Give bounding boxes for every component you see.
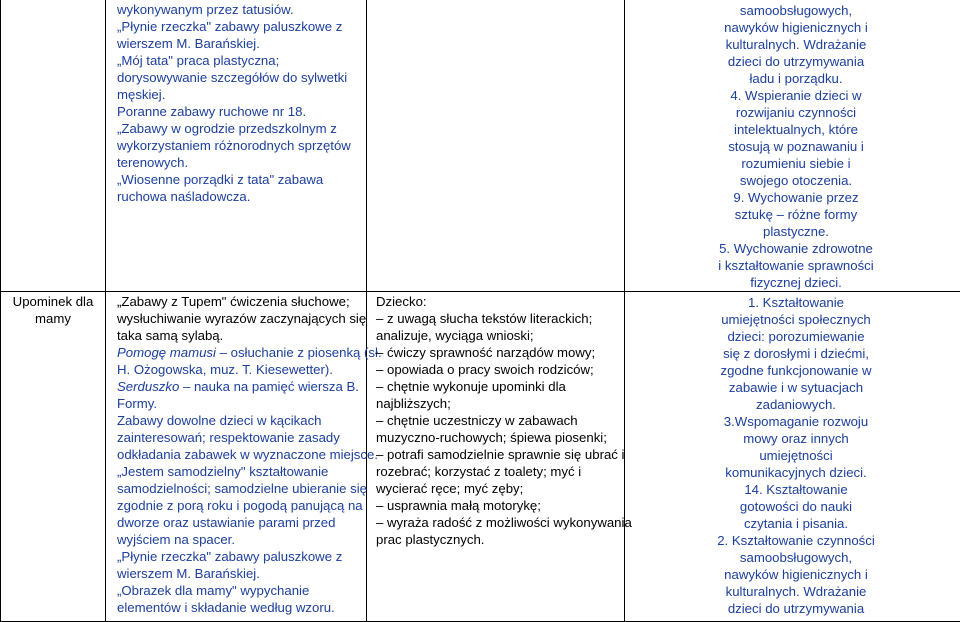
activity-line: ruchowa naśladowcza. xyxy=(117,188,360,205)
outcome-line: najbliższych; xyxy=(376,395,618,412)
goal-line: stosują w poznawaniu i xyxy=(635,138,957,155)
activity-line: odkładania zabawek w wyznaczone miejsce. xyxy=(117,446,360,463)
topic-title: Upominek dla mamy xyxy=(13,294,94,326)
activity-line: „Płynie rzeczka" zabawy paluszkowe z xyxy=(117,548,360,565)
activity-line: zainteresowań; respektowanie zasady xyxy=(117,429,360,446)
goal-line: 3.Wspomaganie rozwoju xyxy=(635,413,957,430)
work-title: Serduszko xyxy=(117,379,179,394)
activity-line: dworze oraz ustawianie parami przed xyxy=(117,514,360,531)
outcome-line: – potrafi samodzielnie sprawnie się ubrać i xyxy=(376,446,618,463)
activity-line: taka samą sylabą. xyxy=(117,327,360,344)
outcome-line: – usprawnia małą motorykę; xyxy=(376,497,618,514)
goal-line: umiejętności xyxy=(635,447,957,464)
activity-line: terenowych. xyxy=(117,154,360,171)
goal-line: czytania i pisania. xyxy=(635,515,957,532)
outcome-line: – chętnie wykonuje upominki dla xyxy=(376,378,618,395)
topic-cell-top xyxy=(1,0,106,292)
goal-line: 1. Kształtowanie xyxy=(635,294,957,311)
goal-line: 9. Wychowanie przez xyxy=(635,189,957,206)
goal-line: swojego otoczenia. xyxy=(635,172,957,189)
activity-line: wykonywanym przez tatusiów. xyxy=(117,1,360,18)
goal-line: zgodne funkcjonowanie w xyxy=(635,362,957,379)
goal-line: i kształtowanie sprawności xyxy=(635,257,957,274)
activity-line: „Wiosenne porządki z tata" zabawa xyxy=(117,171,360,188)
activity-line: „Mój tata" praca plastyczna; xyxy=(117,52,360,69)
outcome-line: – z uwagą słucha tekstów literackich; xyxy=(376,310,618,327)
activity-line: wierszem M. Barańskiej. xyxy=(117,35,360,52)
goal-line: fizycznej dzieci. xyxy=(635,274,957,291)
goal-line: 5. Wychowanie zdrowotne xyxy=(635,240,957,257)
goal-line: zadaniowych. xyxy=(635,396,957,413)
goal-line: mowy oraz innych xyxy=(635,430,957,447)
activity-line: dorysowywanie szczegółów do sylwetki xyxy=(117,69,360,86)
activity-line: elementów i składanie według wzoru. xyxy=(117,599,360,616)
activity-line: Pomogę mamusi – osłuchanie z piosenką (sł. xyxy=(117,344,360,361)
goal-line: samoobsługowych, xyxy=(635,2,957,19)
goal-line: plastyczne. xyxy=(635,223,957,240)
goals-cell xyxy=(625,292,960,622)
activity-line: Formy. xyxy=(117,395,360,412)
work-title: Pomogę mamusi xyxy=(117,345,216,360)
activity-line: samodzielności; samodzielne ubieranie się xyxy=(117,480,360,497)
goal-line: rozwijaniu czynności xyxy=(635,104,957,121)
goal-line: 2. Kształtowanie czynności xyxy=(635,532,957,549)
goal-line: dzieci do utrzymywania xyxy=(635,53,957,70)
activity-line: wierszem M. Barańskiej. xyxy=(117,565,360,582)
goal-line: dzieci do utrzymywania xyxy=(635,600,957,617)
topic-cell xyxy=(1,292,106,622)
outcomes-cell-top xyxy=(367,0,625,292)
outcomes-list xyxy=(376,310,618,548)
goal-line: się z dorosłymi i dziećmi, xyxy=(635,345,957,362)
outcomes-heading: Dziecko: xyxy=(376,293,618,310)
activity-line: „Obrazek dla mamy" wypychanie xyxy=(117,582,360,599)
goal-line: rozumieniu siebie i xyxy=(635,155,957,172)
outcome-line: – ćwiczy sprawność narządów mowy; xyxy=(376,344,618,361)
activity-line: Serduszko – nauka na pamięć wiersza B. xyxy=(117,378,360,395)
goal-line: intelektualnych, które xyxy=(635,121,957,138)
activities-list xyxy=(106,292,366,616)
activity-line: wykorzystaniem różnorodnych sprzętów xyxy=(117,137,360,154)
goal-line: 14. Kształtowanie xyxy=(635,481,957,498)
goal-line: nawyków higienicznych i xyxy=(635,19,957,36)
outcome-line: analizuje, wyciąga wnioski; xyxy=(376,327,618,344)
activity-line: „Zabawy z Tupem" ćwiczenia słuchowe; xyxy=(117,293,360,310)
goals-list xyxy=(625,0,960,291)
goal-line: umiejętności społecznych xyxy=(635,311,957,328)
table-row-main xyxy=(1,292,960,622)
activities-list xyxy=(106,0,366,205)
outcome-line: – wyraża radość z możliwości wykonywania xyxy=(376,514,618,531)
outcome-line: prac plastycznych. xyxy=(376,531,618,548)
outcome-line: rozebrać; korzystać z toalety; myć i xyxy=(376,463,618,480)
goal-line: zabawie i w sytuacjach xyxy=(635,379,957,396)
activity-line: zgodnie z porą roku i pogodą panującą na xyxy=(117,497,360,514)
goal-line: komunikacyjnych dzieci. xyxy=(635,464,957,481)
goal-line: 4. Wspieranie dzieci w xyxy=(635,87,957,104)
activity-line: „Jestem samodzielny" kształtowanie xyxy=(117,463,360,480)
goal-line: ładu i porządku. xyxy=(635,70,957,87)
activity-line: „Zabawy w ogrodzie przedszkolnym z xyxy=(117,120,360,137)
outcomes-cell xyxy=(367,292,625,622)
goal-line: kulturalnych. Wdrażanie xyxy=(635,36,957,53)
activity-line: H. Ożogowska, muz. T. Kiesewetter). xyxy=(117,361,360,378)
table-row-top xyxy=(1,0,960,292)
goal-line: dzieci: porozumiewanie xyxy=(635,328,957,345)
outcome-line: – chętnie uczestniczy w zabawach xyxy=(376,412,618,429)
activity-line: męskiej. xyxy=(117,86,360,103)
outcome-line: muzyczno-ruchowych; śpiewa piosenki; xyxy=(376,429,618,446)
activity-line: wyjściem na spacer. xyxy=(117,531,360,548)
goals-list xyxy=(625,292,960,617)
activity-line: wysłuchiwanie wyrazów zaczynających się xyxy=(117,310,360,327)
goals-cell-top xyxy=(625,0,960,292)
activity-line: Poranne zabawy ruchowe nr 18. xyxy=(117,103,360,120)
goal-line: kulturalnych. Wdrażanie xyxy=(635,583,957,600)
goal-line: nawyków higienicznych i xyxy=(635,566,957,583)
activities-cell-top xyxy=(106,0,367,292)
outcome-line: wycierać ręce; myć zęby; xyxy=(376,480,618,497)
activity-line: „Płynie rzeczka" zabawy paluszkowe z xyxy=(117,18,360,35)
activities-cell xyxy=(106,292,367,622)
outcome-line: – opowiada o pracy swoich rodziców; xyxy=(376,361,618,378)
goal-line: samoobsługowych, xyxy=(635,549,957,566)
goal-line: sztukę – różne formy xyxy=(635,206,957,223)
goal-line: gotowości do nauki xyxy=(635,498,957,515)
activity-line: Zabawy dowolne dzieci w kącikach xyxy=(117,412,360,429)
